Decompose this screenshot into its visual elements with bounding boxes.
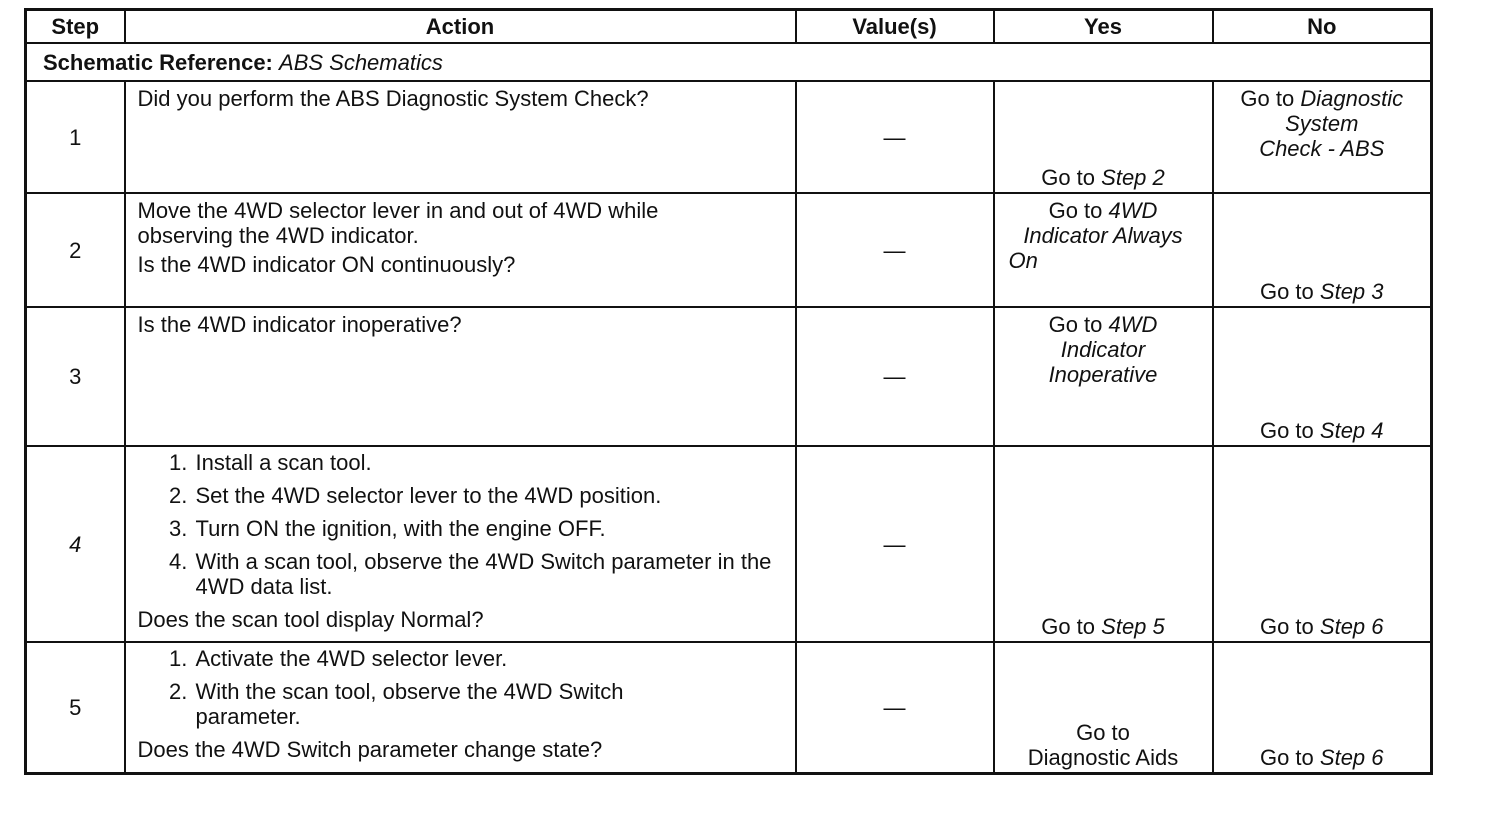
list-item: 2. With the scan tool, observe the 4WD Switch parameter.: [194, 679, 787, 729]
header-values: Value(s): [796, 10, 994, 44]
value-cell: —: [796, 642, 994, 774]
value-cell: —: [796, 446, 994, 642]
step-number: 4: [26, 446, 125, 642]
action-question: Is the 4WD indicator ON continuously?: [137, 252, 516, 277]
no-goto[interactable]: Go to Step 6: [1259, 745, 1384, 770]
yes-goto[interactable]: Go to Step 2: [1041, 165, 1165, 190]
header-step: Step: [26, 10, 125, 44]
action-cell: [125, 642, 796, 774]
value-cell: —: [796, 307, 994, 446]
yes-cell: [994, 446, 1213, 642]
yes-cell: [994, 193, 1213, 307]
action-question: Is the 4WD indicator inoperative?: [137, 312, 462, 337]
yes-goto[interactable]: Go to 4WD Indicator Inoperative: [1048, 312, 1158, 387]
no-goto[interactable]: Go to Step 6: [1259, 614, 1384, 639]
yes-cell: [994, 307, 1213, 446]
header-yes: Yes: [994, 10, 1213, 44]
action-cell: [125, 446, 796, 642]
header-no: No: [1213, 10, 1432, 44]
no-cell: [1213, 642, 1432, 774]
list-item: 1. Activate the 4WD selector lever.: [194, 646, 787, 671]
yes-goto[interactable]: Go to 4WD Indicator Always On: [1008, 198, 1183, 273]
list-item: 1. Install a scan tool.: [194, 450, 787, 475]
table-row: [26, 307, 1432, 446]
header-row: [26, 10, 1432, 44]
action-question: Does the scan tool display Normal?: [137, 607, 484, 632]
action-list: [138, 450, 787, 599]
step-number: 2: [26, 193, 125, 307]
table-row: [26, 81, 1432, 193]
value-cell: —: [796, 193, 994, 307]
yes-goto[interactable]: Go to Step 5: [1041, 614, 1165, 639]
diagnostic-table: [24, 8, 1433, 775]
step-number: 3: [26, 307, 125, 446]
yes-cell: [994, 642, 1213, 774]
schematic-reference-row: [26, 43, 1432, 81]
list-item: 2. Set the 4WD selector lever to the 4WD position.: [194, 483, 787, 508]
action-instruction: Move the 4WD selector lever in and out of 4WD while observing the 4WD indicator.: [137, 198, 659, 248]
step-number: 5: [26, 642, 125, 774]
step-number: 1: [26, 81, 125, 193]
yes-cell: [994, 81, 1213, 193]
table-row: [26, 446, 1432, 642]
no-cell: [1213, 81, 1432, 193]
action-question: Did you perform the ABS Diagnostic System Check?: [137, 86, 649, 111]
list-item: 4. With a scan tool, observe the 4WD Switch parameter in the 4WD data list.: [194, 549, 787, 599]
yes-goto[interactable]: Go to Diagnostic Aids: [1027, 720, 1179, 770]
action-question: Does the 4WD Switch parameter change state?: [137, 737, 603, 762]
action-cell: [125, 193, 796, 307]
schematic-label: Schematic Reference:: [43, 49, 273, 75]
no-cell: [1213, 307, 1432, 446]
schematic-reference: [26, 43, 1432, 81]
no-goto[interactable]: Go to Step 3: [1259, 279, 1384, 304]
schematic-link[interactable]: ABS Schematics: [279, 49, 443, 75]
action-cell: [125, 81, 796, 193]
header-action: Action: [125, 10, 796, 44]
action-list: [138, 646, 787, 729]
table-row: [26, 642, 1432, 774]
no-goto[interactable]: Go to Diagnostic System Check - ABS: [1240, 86, 1404, 161]
value-cell: —: [796, 81, 994, 193]
no-cell: [1213, 446, 1432, 642]
no-cell: [1213, 193, 1432, 307]
table-row: [26, 193, 1432, 307]
list-item: 3. Turn ON the ignition, with the engine OFF.: [194, 516, 787, 541]
no-goto[interactable]: Go to Step 4: [1259, 418, 1384, 443]
action-cell: [125, 307, 796, 446]
